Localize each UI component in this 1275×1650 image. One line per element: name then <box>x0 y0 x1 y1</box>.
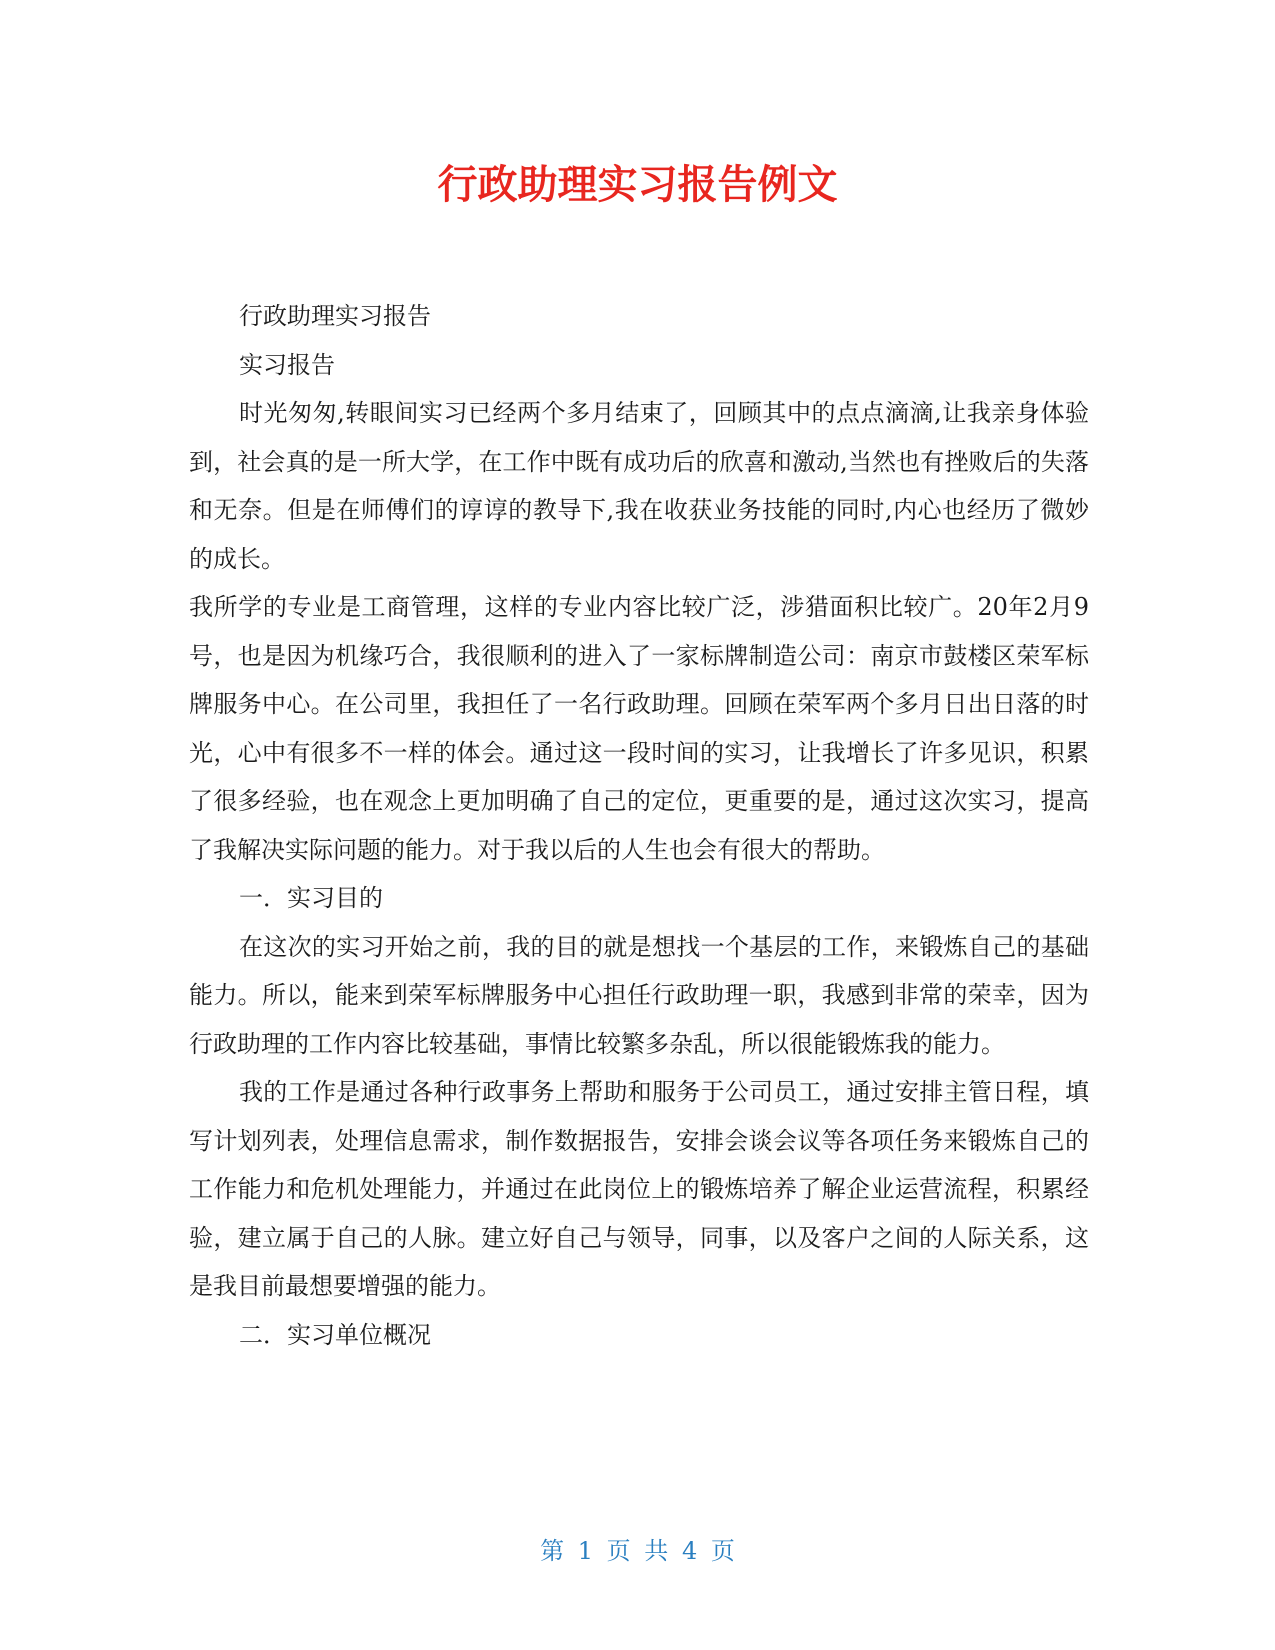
section-heading-purpose: 一．实习目的 <box>239 884 383 912</box>
document-title: 行政助理实习报告例文 <box>437 162 838 208</box>
paragraph-heading: 行政助理实习报告 <box>239 302 431 330</box>
page-number: 第 1 页 共 4 页 <box>540 1537 735 1565</box>
paragraph-work: 我的工作是通过各种行政事务上帮助和服务于公司员工，通过安排主管日程，填写计划列表，处理信息需求，制作数据报告，安排会谈会议等各项任务来锻炼自己的工作能力和危机处理能力，并通过在此岗位上的锻炼培养了解企业运营流程，积累经验，建立属于自己的人脉。建立好自己与领导，同事，以及客户之间的人际关系，这是我目前最想要增强的能力。 <box>189 1078 1089 1300</box>
paragraph-subheading: 实习报告 <box>239 350 335 379</box>
paragraph-purpose: 在这次的实习开始之前，我的目的就是想找一个基层的工作，来锻炼自己的基础能力。所以，能来到荣军标牌服务中心担任行政助理一职，我感到非常的荣幸，因为行政助理的工作内容比较基础，事情比较繁多杂乱，所以很能锻炼我的能力。 <box>189 932 1089 1058</box>
document-body <box>189 292 1089 1359</box>
section-heading-overview: 二．实习单位概况 <box>239 1320 431 1349</box>
paragraph-intro: 时光匆匆,转眼间实习已经两个多月结束了，回顾其中的点点滴滴,让我亲身体验到，社会真的是一所大学，在工作中既有成功后的欣喜和激动,当然也有挫败后的失落和无奈。但是在师傅们的谆谆的教导下,我在收获业务技能的同时,内心也经历了微妙的成长。 <box>189 399 1089 573</box>
paragraph-major: 我所学的专业是工商管理，这样的专业内容比较广泛，涉猎面积比较广。20年2月9号，也是因为机缘巧合，我很顺利的进入了一家标牌制造公司：南京市鼓楼区荣军标牌服务中心。在公司里，我担任了一名行政助理。回顾在荣军两个多月日出日落的时光，心中有很多不一样的体会。通过这一段时间的实习，让我增长了许多见识，积累了很多经验，也在观念上更加明确了自己的定位，更重要的是，通过这次实习，提高了我解决实际问题的能力。对于我以后的人生也会有很大的帮助。 <box>189 593 1089 864</box>
